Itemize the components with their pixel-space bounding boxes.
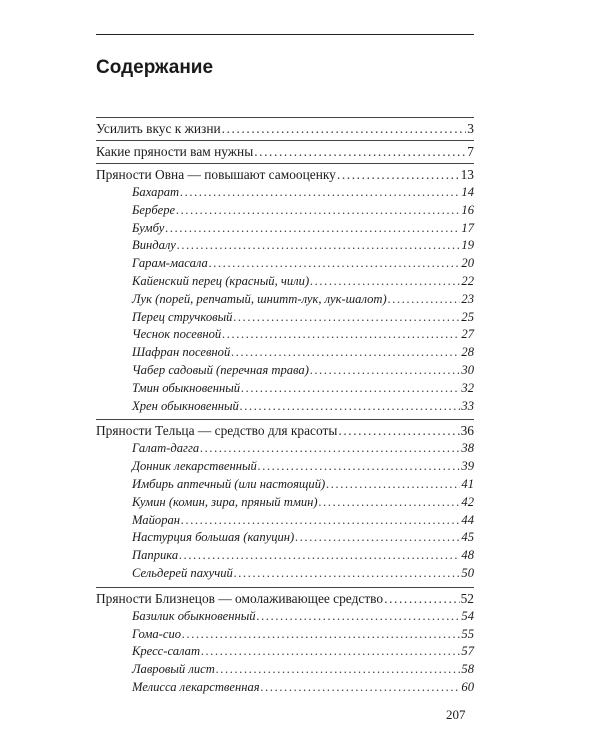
toc-subentry[interactable] xyxy=(96,494,474,512)
entry-title: Кумин (комин, зира, пряный тмин) xyxy=(132,494,318,509)
entry-page-number: 52 xyxy=(460,590,474,606)
toc-subentry[interactable] xyxy=(96,643,474,661)
entry-page-number: 38 xyxy=(461,441,474,456)
toc-subentry[interactable] xyxy=(96,512,474,530)
toc-subentry[interactable] xyxy=(96,547,474,565)
entry-page-number: 14 xyxy=(461,185,474,199)
entry-page-number: 60 xyxy=(461,679,474,694)
toc-subentry[interactable] xyxy=(96,309,474,327)
toc-subentry[interactable] xyxy=(96,529,474,547)
entry-title: Гарам-масала xyxy=(132,256,208,271)
dot-leader xyxy=(338,422,459,440)
entry-page-number: 58 xyxy=(461,662,474,677)
entry-title: Бахарат xyxy=(132,185,180,199)
dot-leader xyxy=(231,344,460,362)
toc-subentry[interactable] xyxy=(96,326,474,344)
dot-leader xyxy=(388,291,461,309)
entry-page-number: 20 xyxy=(461,256,474,271)
table-of-contents xyxy=(96,117,474,697)
entry-page-number: 13 xyxy=(460,167,474,182)
entry-page-number: 16 xyxy=(461,202,474,217)
toc-subentry[interactable] xyxy=(96,626,474,644)
entry-page-number: 25 xyxy=(461,309,474,324)
entry-page-number: 45 xyxy=(461,530,474,545)
dot-leader xyxy=(182,626,460,644)
entry-page-number: 55 xyxy=(461,626,474,641)
toc-subentry[interactable] xyxy=(96,440,474,458)
entry-page-number: 17 xyxy=(461,220,474,235)
entry-title: Майоран xyxy=(132,512,181,527)
entry-title: Усилить вкус к жизни xyxy=(96,121,221,136)
dot-leader xyxy=(200,440,460,458)
entry-page-number: 39 xyxy=(461,459,474,474)
dot-leader xyxy=(179,547,460,565)
toc-subentry[interactable] xyxy=(96,661,474,679)
dot-leader xyxy=(176,202,460,220)
entry-page-number: 36 xyxy=(460,423,474,439)
toc-subentry[interactable] xyxy=(96,344,474,362)
entry-title: Кресс-салат xyxy=(132,644,201,659)
toc-subentry[interactable] xyxy=(96,220,474,238)
entry-title: Донник лекарственный xyxy=(132,459,257,474)
dot-leader xyxy=(240,398,461,416)
dot-leader xyxy=(384,590,459,608)
entry-title: Имбирь аптечный (или настоящий) xyxy=(132,476,326,491)
dot-leader xyxy=(261,679,461,697)
entry-page-number: 33 xyxy=(461,398,474,413)
dot-leader xyxy=(319,494,461,512)
toc-subentry[interactable] xyxy=(96,255,474,273)
dot-leader xyxy=(258,458,461,476)
toc-section-entry[interactable] xyxy=(96,120,474,138)
dot-leader xyxy=(209,255,461,273)
toc-subentry[interactable] xyxy=(96,184,474,202)
entry-title: Хрен обыкновенный xyxy=(132,398,239,413)
page-title: Содержание xyxy=(96,57,214,78)
entry-title: Мелисса лекарственная xyxy=(132,679,260,694)
entry-page-number: 48 xyxy=(461,548,474,563)
entry-page-number: 57 xyxy=(461,644,474,659)
entry-page-number: 28 xyxy=(461,345,474,360)
entry-title: Гома-сио xyxy=(132,626,182,641)
toc-section-entry[interactable] xyxy=(96,422,474,440)
toc-subentry[interactable] xyxy=(96,608,474,626)
entry-page-number: 41 xyxy=(461,476,474,491)
toc-subentry[interactable] xyxy=(96,679,474,697)
entry-title: Чеснок посевной xyxy=(132,327,222,342)
dot-leader xyxy=(326,476,460,494)
entry-title: Бумбу xyxy=(132,220,165,235)
entry-page-number: 42 xyxy=(461,494,474,509)
entry-title: Сельдерей пахучий xyxy=(132,565,233,580)
toc-subentry[interactable] xyxy=(96,362,474,380)
dot-leader xyxy=(233,309,460,327)
toc-subentry[interactable] xyxy=(96,398,474,416)
dot-leader xyxy=(310,362,460,380)
toc-subentry[interactable] xyxy=(96,237,474,255)
dot-leader xyxy=(180,184,460,202)
entry-title: Тмин обыкновенный xyxy=(132,380,241,395)
entry-title: Пряности Овна — повышают самооценку xyxy=(96,167,336,182)
dot-leader xyxy=(216,661,461,679)
dot-leader xyxy=(310,273,460,291)
entry-title: Паприка xyxy=(132,548,179,563)
entry-page-number: 7 xyxy=(467,144,474,159)
entry-title: Лавровый лист xyxy=(132,662,215,677)
dot-leader xyxy=(181,512,460,530)
toc-subentry[interactable] xyxy=(96,380,474,398)
toc-section-entry[interactable] xyxy=(96,166,474,184)
section-divider xyxy=(96,117,474,118)
entry-title: Виндалу xyxy=(132,238,176,253)
entry-page-number: 30 xyxy=(461,362,474,377)
entry-title: Чабер садовый (перечная трава) xyxy=(132,362,309,377)
entry-page-number: 32 xyxy=(461,380,474,395)
dot-leader xyxy=(295,529,460,547)
entry-title: Перец стручковый xyxy=(132,309,233,324)
entry-title: Настурция большая (капуцин) xyxy=(132,530,295,545)
entry-title: Базилик обыкновенный xyxy=(132,608,256,623)
dot-leader xyxy=(201,643,460,661)
entry-page-number: 19 xyxy=(461,238,474,253)
toc-subentry[interactable] xyxy=(96,476,474,494)
dot-leader xyxy=(165,220,460,238)
dot-leader xyxy=(222,326,460,344)
dot-leader xyxy=(222,120,467,138)
entry-page-number: 23 xyxy=(461,291,474,306)
toc-subentry[interactable] xyxy=(96,458,474,476)
entry-title: Галат-дагга xyxy=(132,441,200,456)
dot-leader xyxy=(337,166,460,184)
section-divider xyxy=(96,419,474,420)
dot-leader xyxy=(234,565,461,583)
entry-title: Шафран посевной xyxy=(132,345,231,360)
page-number: 207 xyxy=(446,707,466,722)
entry-page-number: 50 xyxy=(461,565,474,580)
top-rule xyxy=(96,34,474,35)
section-divider xyxy=(96,140,474,141)
entry-page-number: 3 xyxy=(467,121,474,136)
entry-page-number: 44 xyxy=(461,512,474,527)
entry-title: Кайенский перец (красный, чили) xyxy=(132,273,310,288)
toc-section-entry[interactable] xyxy=(96,143,474,161)
toc-subentry[interactable] xyxy=(96,273,474,291)
entry-page-number: 22 xyxy=(461,273,474,288)
entry-title: Лук (порей, репчатый, шнитт-лук, лук-шалот) xyxy=(132,291,387,306)
dot-leader xyxy=(254,143,466,161)
toc-subentry[interactable] xyxy=(96,202,474,220)
section-divider xyxy=(96,163,474,164)
toc-subentry[interactable] xyxy=(96,291,474,309)
dot-leader xyxy=(257,608,461,626)
toc-section-entry[interactable] xyxy=(96,590,474,608)
entry-page-number: 54 xyxy=(461,608,474,623)
entry-title: Бербере xyxy=(132,202,176,217)
dot-leader xyxy=(241,380,460,398)
toc-subentry[interactable] xyxy=(96,565,474,583)
dot-leader xyxy=(177,237,461,255)
entry-title: Какие пряности вам нужны xyxy=(96,144,254,159)
entry-title: Пряности Тельца — средство для красоты xyxy=(96,423,338,439)
section-divider xyxy=(96,587,474,588)
entry-title: Пряности Близнецов — омолаживающее средство xyxy=(96,590,384,606)
entry-page-number: 27 xyxy=(461,327,474,342)
